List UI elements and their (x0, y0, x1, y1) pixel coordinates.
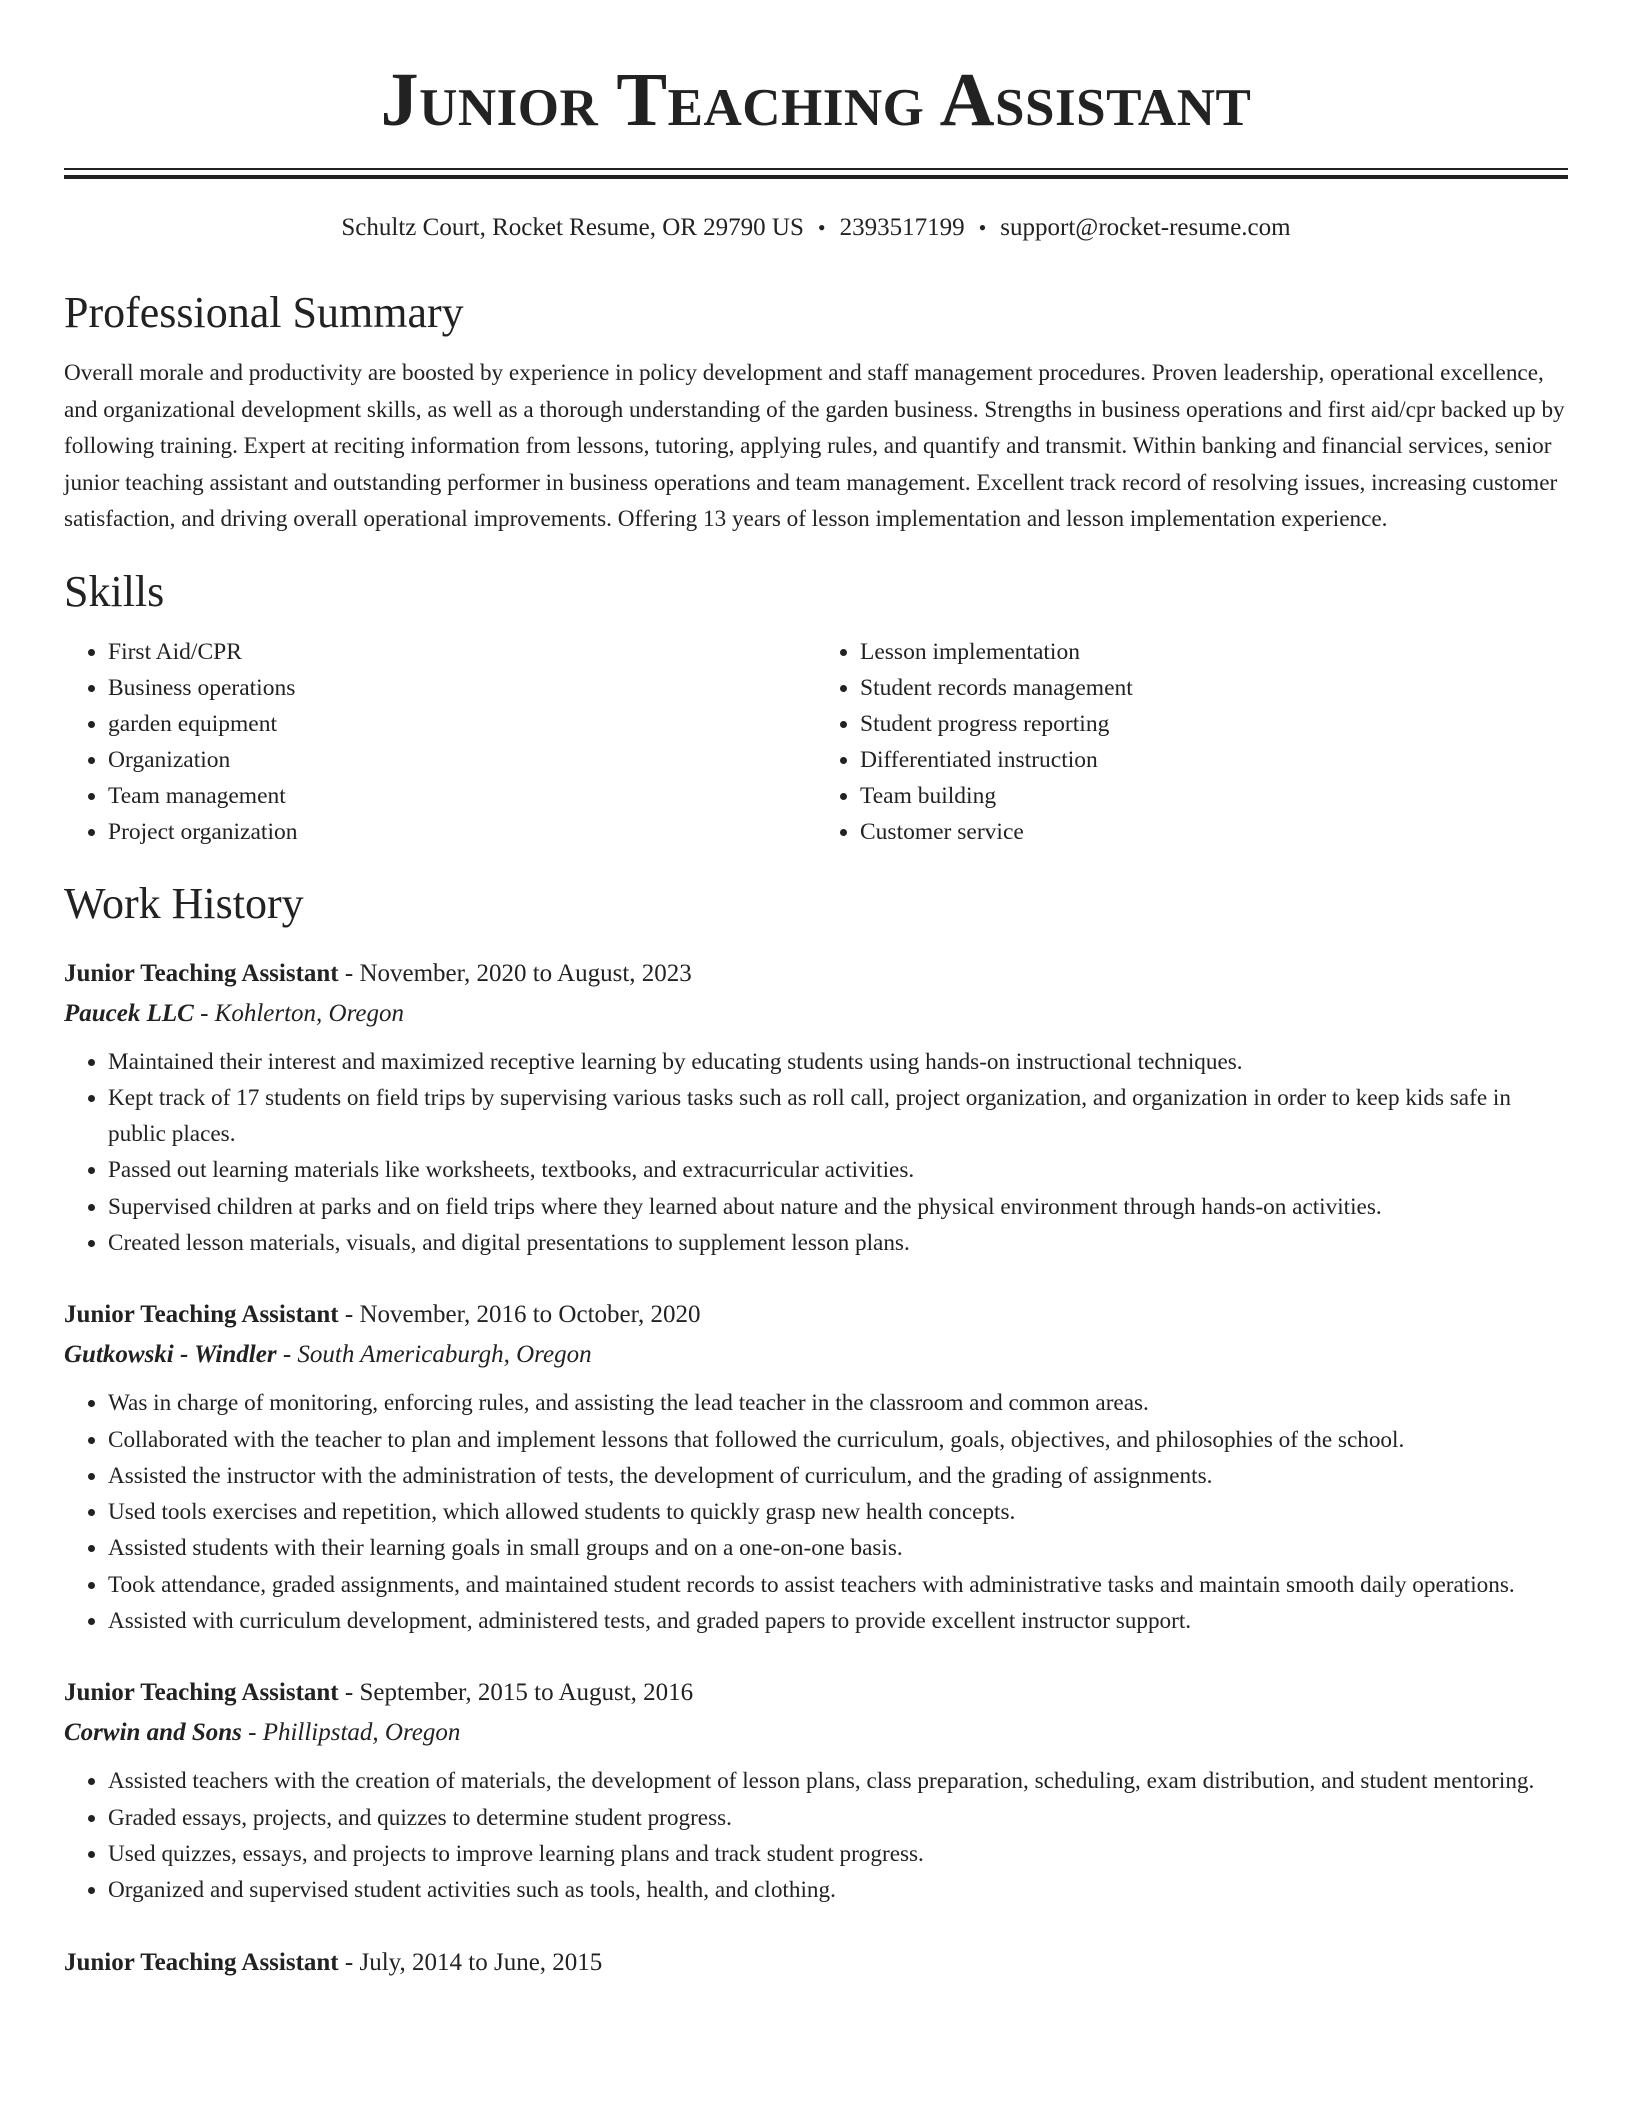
job-bullets (64, 1385, 1568, 1639)
skill-item: • First Aid/CPR (108, 634, 816, 670)
job-entry (64, 1943, 1568, 1983)
job-entry (64, 954, 1568, 1262)
job-company-line (64, 1335, 1568, 1375)
skills-columns (64, 634, 1568, 850)
contact-phone: 2393517199 (839, 214, 965, 241)
title-divider-thick (64, 175, 1568, 179)
skill-item: • Student progress reporting (860, 706, 1568, 742)
job-role: Junior Teaching Assistant (64, 1301, 339, 1329)
contact-email: support@rocket-resume.com (1000, 214, 1291, 241)
job-entry (64, 1673, 1568, 1908)
job-bullet: • Was in charge of monitoring, enforcing rules, and assisting the lead teacher in the classroom and common areas. (108, 1385, 1568, 1421)
skills-heading: Skills (64, 566, 165, 616)
job-bullet: • Used quizzes, essays, and projects to improve learning plans and track student progress. (108, 1836, 1568, 1872)
job-company-line (64, 1713, 1568, 1753)
summary-section (64, 287, 1568, 538)
job-dates: - November, 2016 to October, 2020 (338, 1301, 701, 1329)
skill-item: • Student records management (860, 670, 1568, 706)
job-header (64, 1673, 1568, 1713)
job-entry (64, 1295, 1568, 1639)
job-company: Corwin and Sons (64, 1719, 242, 1747)
skill-item: • Team management (108, 778, 816, 814)
job-bullet: • Took attendance, graded assignments, and maintained student records to assist teachers with administrative tasks and maintain smooth daily operations. (108, 1567, 1568, 1603)
skill-item: • Differentiated instruction (860, 742, 1568, 778)
skills-section (64, 566, 1568, 850)
page-title: Junior Teaching Assistant (380, 58, 1252, 142)
skills-list-right (816, 634, 1568, 850)
job-bullets (64, 1763, 1568, 1908)
summary-text: Overall morale and productivity are boosted by experience in policy development and staff management procedures. Proven leadership, operational excellence, and organizational development skills, as well as a thorough understanding of the garden business. Strengths in business operations and first aid/cpr backed up by following training. Expert at reciting information from lessons, tutoring, applying rules, and quantify and transmit. Within banking and financial services, senior junior teaching assistant and outstanding performer in business operations and team management. Excellent track record of resolving issues, increasing customer satisfaction, and driving overall operational improvements. Offering 13 years of lesson implementation and lesson implementation experience. (64, 360, 1565, 532)
contact-separator: • (817, 215, 826, 240)
job-bullet: • Created lesson materials, visuals, and digital presentations to supplement lesson plans. (108, 1225, 1568, 1261)
summary-heading: Professional Summary (64, 288, 464, 337)
job-company: Paucek LLC (64, 999, 194, 1027)
job-bullet: • Assisted students with their learning goals in small groups and on a one-on-one basis. (108, 1530, 1568, 1566)
job-location: - Phillipstad, Oregon (241, 1719, 461, 1747)
job-location: - South Americaburgh, Oregon (276, 1341, 592, 1369)
job-dates: - July, 2014 to June, 2015 (338, 1948, 603, 1976)
job-bullet: • Supervised children at parks and on field trips where they learned about nature and the physical environment through hands-on activities. (108, 1189, 1568, 1225)
job-role: Junior Teaching Assistant (64, 1948, 339, 1976)
work-history-section (64, 878, 1568, 1983)
job-header (64, 954, 1568, 994)
job-bullet: • Maintained their interest and maximized receptive learning by educating students using hands-on instructional techniques. (108, 1044, 1568, 1080)
job-bullets (64, 1044, 1568, 1262)
job-bullet: • Assisted with curriculum development, administered tests, and graded papers to provide excellent instructor support. (108, 1603, 1568, 1639)
skill-item: • garden equipment (108, 706, 816, 742)
job-bullet: • Graded essays, projects, and quizzes to determine student progress. (108, 1800, 1568, 1836)
job-header (64, 1943, 1568, 1983)
job-bullet: • Organized and supervised student activities such as tools, health, and clothing. (108, 1872, 1568, 1908)
job-bullet: • Assisted teachers with the creation of materials, the development of lesson plans, class preparation, scheduling, exam distribution, and student mentoring. (108, 1763, 1568, 1799)
job-location: - Kohlerton, Oregon (193, 999, 405, 1027)
job-role: Junior Teaching Assistant (64, 1679, 339, 1707)
job-bullet: • Assisted the instructor with the administration of tests, the development of curriculum, and the grading of assignments. (108, 1458, 1568, 1494)
skill-item: • Customer service (860, 814, 1568, 850)
skill-item: • Business operations (108, 670, 816, 706)
work-history-heading: Work History (64, 878, 304, 928)
skill-item: • Project organization (108, 814, 816, 850)
skill-item: • Team building (860, 778, 1568, 814)
job-bullet: • Kept track of 17 students on field trips by supervising various tasks such as roll call, project organization, and organization in order to keep kids safe in public places. (108, 1080, 1568, 1153)
skill-item: • Organization (108, 742, 816, 778)
job-bullet: • Collaborated with the teacher to plan and implement lessons that followed the curriculum, goals, objectives, and philosophies of the school. (108, 1422, 1568, 1458)
job-bullet: • Used tools exercises and repetition, which allowed students to quickly grasp new health concepts. (108, 1494, 1568, 1530)
job-company: Gutkowski - Windler (64, 1341, 277, 1369)
skills-list-left (64, 634, 816, 850)
contact-separator: • (978, 215, 987, 240)
job-header (64, 1295, 1568, 1335)
title-divider-thin (64, 168, 1568, 170)
skill-item: • Lesson implementation (860, 634, 1568, 670)
job-dates: - November, 2020 to August, 2023 (338, 959, 692, 987)
contact-address: Schultz Court, Rocket Resume, OR 29790 US (341, 214, 804, 241)
job-role: Junior Teaching Assistant (64, 959, 339, 987)
job-company-line (64, 994, 1568, 1034)
contact-line (64, 213, 1568, 243)
job-bullet: • Passed out learning materials like worksheets, textbooks, and extracurricular activities. (108, 1152, 1568, 1188)
job-dates: - September, 2015 to August, 2016 (338, 1679, 694, 1707)
